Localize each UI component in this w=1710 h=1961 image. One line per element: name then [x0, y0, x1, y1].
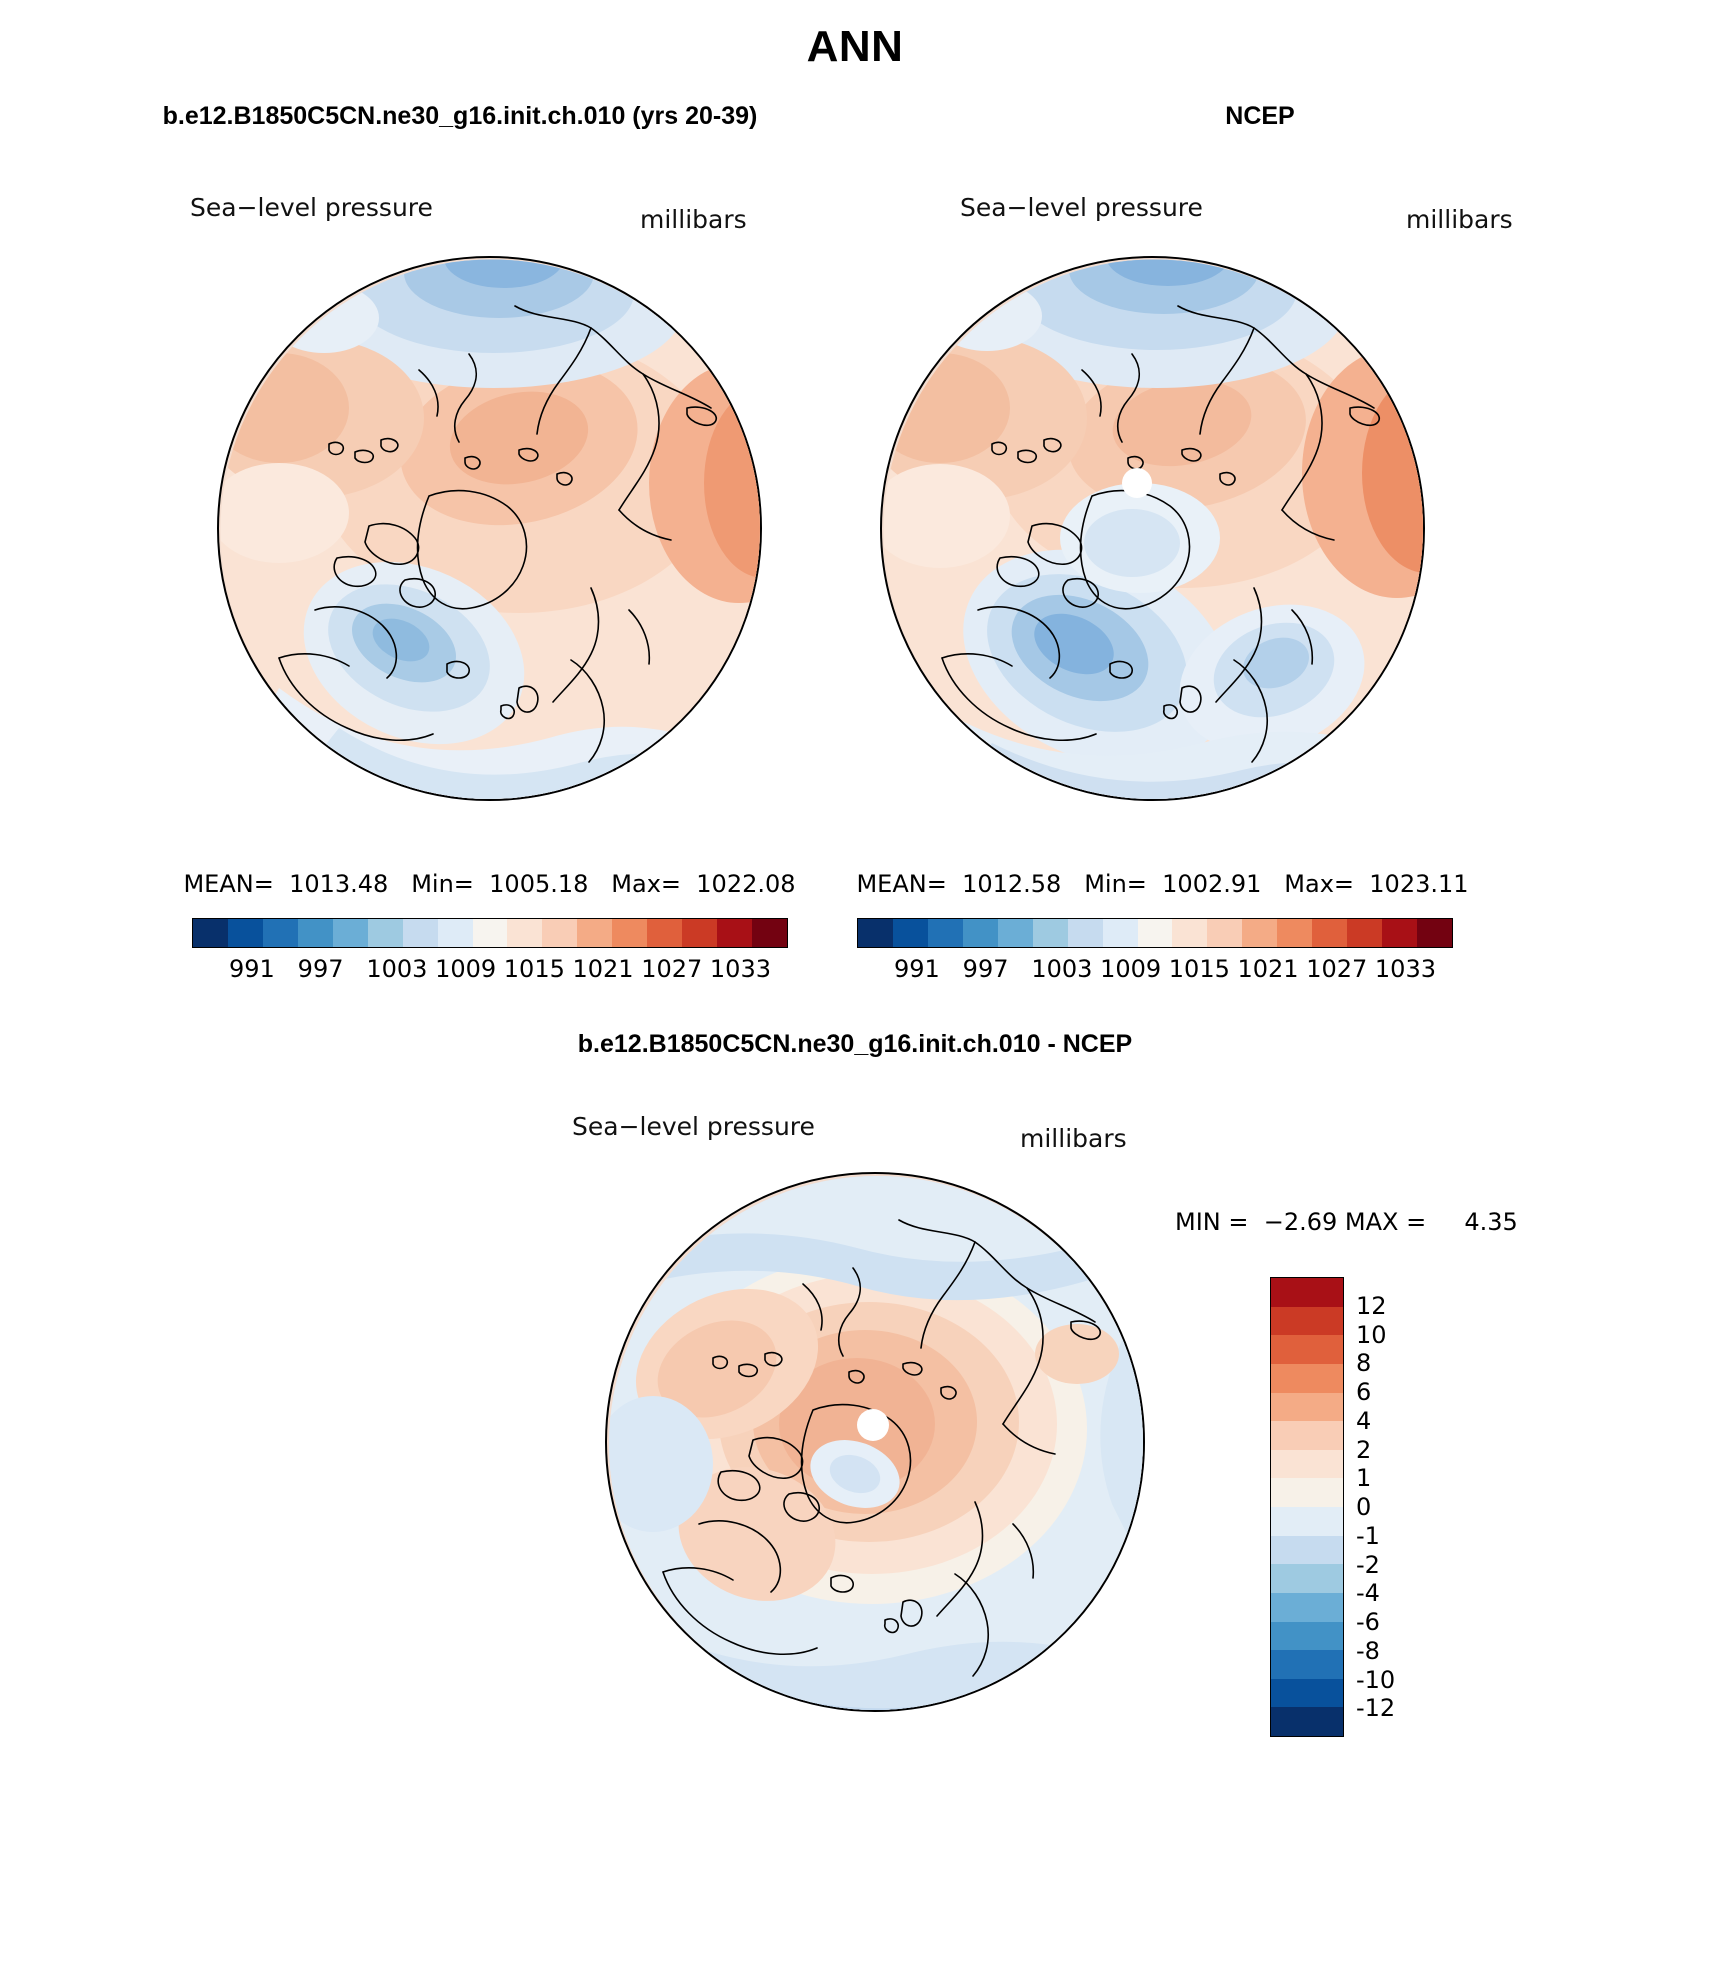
cbar-swatch — [1242, 919, 1277, 947]
diff-minmax: MIN = −2.69 MAX = 4.35 — [1175, 1208, 1518, 1236]
cbar-tick: 4 — [1356, 1406, 1372, 1435]
cbar-swatch — [577, 919, 612, 947]
cbar-tick: 2 — [1356, 1435, 1372, 1464]
cbar-swatch — [507, 919, 542, 947]
cbar-tick: 0 — [1356, 1493, 1372, 1521]
panel-title-model: b.e12.B1850C5CN.ne30_g16.init.ch.010 (yrs 20-39) — [162, 102, 758, 130]
cbar-swatch — [1271, 1393, 1343, 1422]
cbar-tick: -10 — [1356, 1665, 1396, 1694]
cbar-swatch — [612, 919, 647, 947]
cbar-swatch — [1271, 1679, 1343, 1708]
cbar-swatch — [1271, 1421, 1343, 1450]
diff-polar-map — [605, 1172, 1145, 1712]
obs-pole-mask — [1122, 468, 1152, 498]
obs-colorbar — [857, 918, 1453, 948]
model-map-svg — [219, 258, 762, 801]
cbar-swatch — [1271, 1507, 1343, 1536]
cbar-tick: -6 — [1356, 1608, 1380, 1636]
diff-colorbar — [1270, 1277, 1344, 1737]
cbar-swatch — [1417, 919, 1452, 947]
cbar-tick: -1 — [1356, 1521, 1380, 1550]
cbar-swatch — [1271, 1622, 1343, 1651]
cbar-swatch — [333, 919, 368, 947]
cbar-swatch — [193, 919, 228, 947]
cbar-swatch — [1138, 919, 1173, 947]
cbar-tick: 10 — [1356, 1320, 1387, 1349]
cbar-swatch — [1271, 1650, 1343, 1679]
cbar-swatch — [403, 919, 438, 947]
cbar-swatch — [998, 919, 1033, 947]
page-title: ANN — [806, 22, 904, 71]
cbar-tick: -2 — [1356, 1550, 1380, 1579]
cbar-swatch — [1271, 1335, 1343, 1364]
model-colorbar — [192, 918, 788, 948]
cbar-tick: -8 — [1356, 1636, 1380, 1665]
cbar-swatch — [928, 919, 963, 947]
cbar-swatch — [263, 919, 298, 947]
cbar-swatch — [647, 919, 682, 947]
cbar-swatch — [368, 919, 403, 947]
cbar-swatch — [1312, 919, 1347, 947]
diff-colorbar-labels — [1356, 1277, 1436, 1737]
model-units-label: millibars — [640, 205, 747, 234]
cbar-swatch — [1271, 1278, 1343, 1307]
cbar-swatch — [1033, 919, 1068, 947]
obs-units-label: millibars — [1406, 205, 1513, 234]
cbar-swatch — [228, 919, 263, 947]
cbar-swatch — [438, 919, 473, 947]
cbar-swatch — [1207, 919, 1242, 947]
obs-stats: MEAN= 1012.58 Min= 1002.91 Max= 1023.11 — [856, 870, 1469, 898]
cbar-swatch — [752, 919, 787, 947]
cbar-swatch — [1277, 919, 1312, 947]
diff-units-label: millibars — [1020, 1124, 1127, 1153]
cbar-swatch — [1271, 1564, 1343, 1593]
cbar-swatch — [717, 919, 752, 947]
cbar-tick: -12 — [1356, 1694, 1396, 1723]
cbar-swatch — [682, 919, 717, 947]
cbar-swatch — [893, 919, 928, 947]
cbar-swatch — [1271, 1536, 1343, 1565]
model-stats: MEAN= 1013.48 Min= 1005.18 Max= 1022.08 — [183, 870, 796, 898]
cbar-tick: 1 — [1356, 1464, 1372, 1493]
model-variable-label: Sea−level pressure — [190, 193, 433, 222]
cbar-swatch — [1382, 919, 1417, 947]
obs-variable-label: Sea−level pressure — [960, 193, 1203, 222]
cbar-swatch — [1271, 1307, 1343, 1336]
cbar-swatch — [1068, 919, 1103, 947]
obs-polar-map — [880, 256, 1425, 801]
panel-title-obs: NCEP — [1225, 102, 1295, 130]
cbar-swatch — [473, 919, 508, 947]
cbar-swatch — [1172, 919, 1207, 947]
cbar-swatch — [1271, 1478, 1343, 1507]
cbar-tick: -4 — [1356, 1579, 1380, 1608]
cbar-swatch — [1271, 1364, 1343, 1393]
obs-colorbar-labels: 991 997 1003 1009 1015 1021 1027 1033 — [893, 955, 1436, 983]
model-polar-map — [217, 256, 762, 801]
diff-map-svg — [607, 1174, 1145, 1712]
diff-pole-mask — [857, 1409, 889, 1441]
cbar-swatch — [298, 919, 333, 947]
cbar-swatch — [1271, 1707, 1343, 1736]
diff-variable-label: Sea−level pressure — [572, 1112, 815, 1141]
cbar-swatch — [1271, 1450, 1343, 1479]
model-colorbar-labels: 991 997 1003 1009 1015 1021 1027 1033 — [228, 955, 771, 983]
cbar-swatch — [542, 919, 577, 947]
cbar-swatch — [858, 919, 893, 947]
cbar-swatch — [1347, 919, 1382, 947]
cbar-tick: 6 — [1356, 1378, 1372, 1406]
cbar-swatch — [1271, 1593, 1343, 1622]
obs-map-svg — [882, 258, 1425, 801]
cbar-swatch — [1103, 919, 1138, 947]
cbar-tick: 8 — [1356, 1349, 1372, 1378]
cbar-swatch — [963, 919, 998, 947]
panel-title-diff: b.e12.B1850C5CN.ne30_g16.init.ch.010 - NCEP — [577, 1030, 1133, 1058]
cbar-tick: 12 — [1356, 1291, 1387, 1320]
